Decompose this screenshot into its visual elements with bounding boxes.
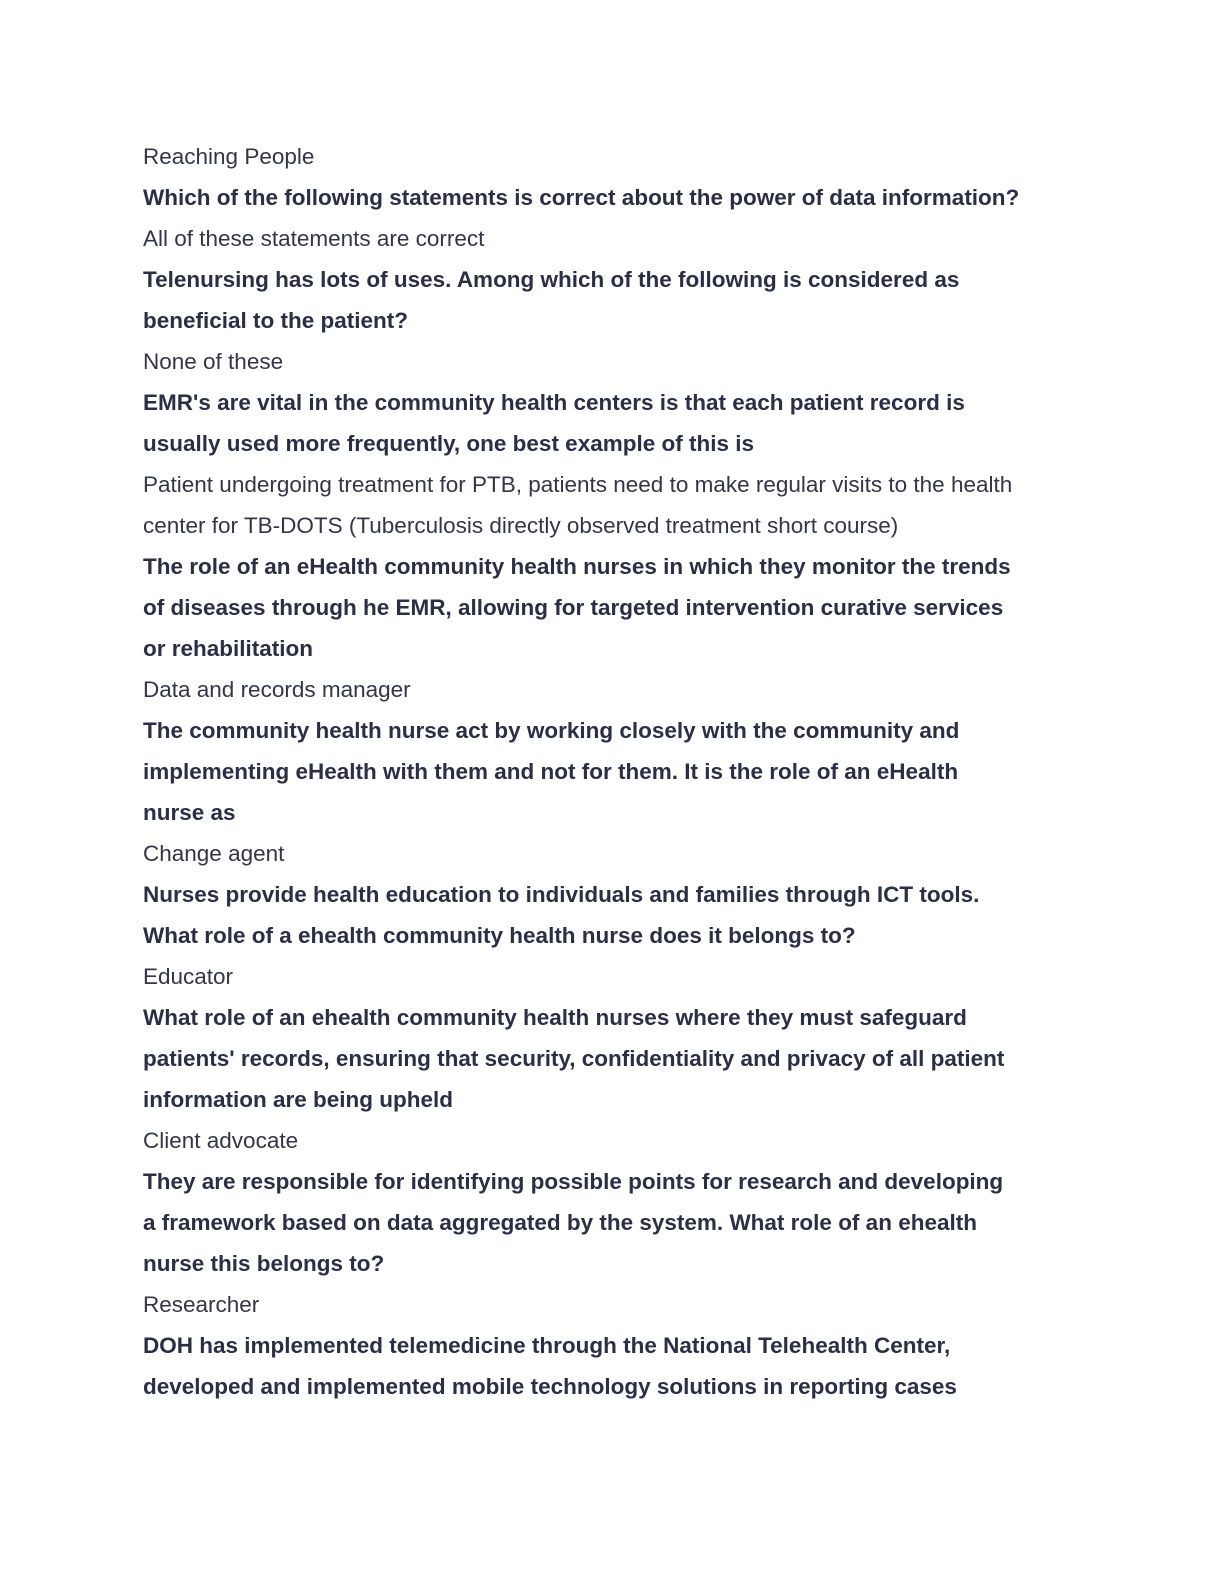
question-line: nurse this belongs to? [143, 1251, 385, 1276]
question-line: The role of an eHealth community health nurses in which they monitor the trends [143, 554, 1011, 579]
answer-line: None of these [143, 349, 284, 374]
question-line: information are being upheld [143, 1087, 454, 1112]
answer-line: All of these statements are correct [143, 226, 485, 251]
question-line: nurse as [143, 800, 236, 825]
question-line: DOH has implemented telemedicine through the National Telehealth Center, [143, 1333, 951, 1358]
question-line: usually used more frequently, one best example of this is [143, 431, 754, 456]
question-line: Telenursing has lots of uses. Among which of the following is considered as [143, 267, 960, 292]
question-line: The community health nurse act by working closely with the community and [143, 718, 960, 743]
question-line: or rehabilitation [143, 636, 314, 661]
answer-line: Change agent [143, 841, 285, 866]
question-line: developed and implemented mobile technology solutions in reporting cases [143, 1374, 957, 1399]
question-line: Which of the following statements is correct about the power of data information? [143, 185, 1020, 210]
question-line: EMR's are vital in the community health centers is that each patient record is [143, 390, 965, 415]
question-line: implementing eHealth with them and not for them. It is the role of an eHealth [143, 759, 959, 784]
question-line: a framework based on data aggregated by the system. What role of an ehealth [143, 1210, 977, 1235]
question-line: They are responsible for identifying possible points for research and developing [143, 1169, 1004, 1194]
question-line: patients' records, ensuring that security, confidentiality and privacy of all patient [143, 1046, 1005, 1071]
question-line: Nurses provide health education to individuals and families through ICT tools. [143, 882, 980, 907]
answer-line: Client advocate [143, 1128, 299, 1153]
answer-line: Data and records manager [143, 677, 411, 702]
question-line: of diseases through he EMR, allowing for targeted intervention curative services [143, 595, 1004, 620]
answer-line: center for TB-DOTS (Tuberculosis directly observed treatment short course) [143, 513, 899, 538]
document-page [143, 136, 1083, 1407]
question-line: beneficial to the patient? [143, 308, 409, 333]
question-line: What role of a ehealth community health nurse does it belongs to? [143, 923, 856, 948]
question-line: What role of an ehealth community health nurses where they must safeguard [143, 1005, 967, 1030]
answer-line: Researcher [143, 1292, 260, 1317]
answer-line: Patient undergoing treatment for PTB, patients need to make regular visits to the health [143, 472, 1013, 497]
answer-line: Educator [143, 964, 234, 989]
answer-line: Reaching People [143, 144, 315, 169]
